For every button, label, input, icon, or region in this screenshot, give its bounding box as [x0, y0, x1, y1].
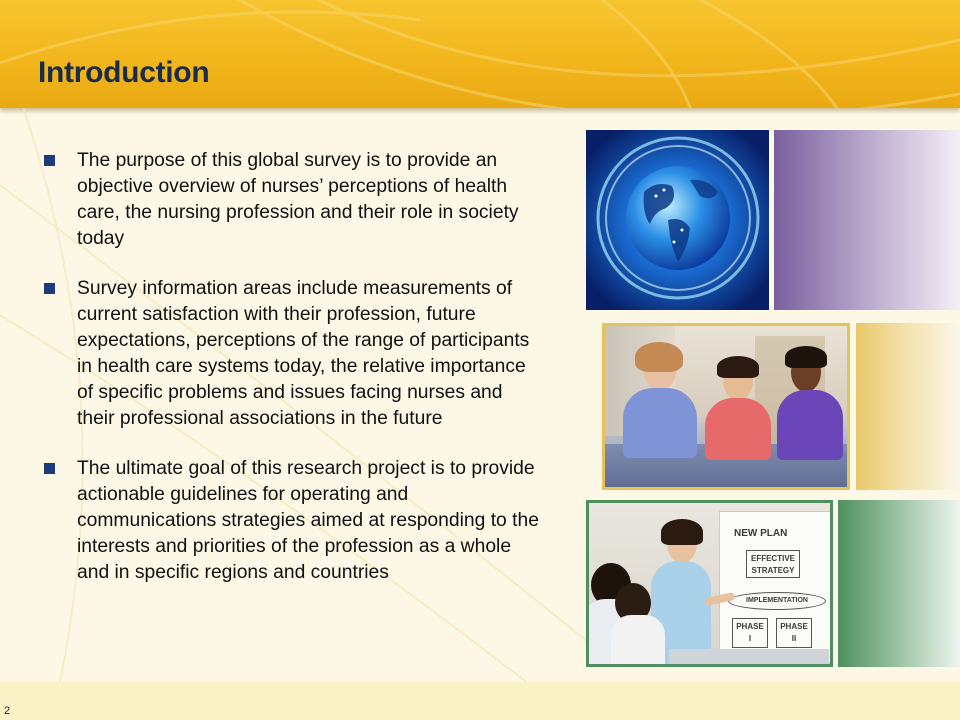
whiteboard-box-strategy-line2: STRATEGY [751, 566, 795, 575]
bullet-text: Survey information areas include measurements of current satisfaction with their profession, future expectations, perceptions of the range of participants in health care systems today, the relative importance of specific problems and issues facing nurses and their professional associations in the future [77, 278, 530, 429]
purple-gradient-strip [774, 130, 960, 310]
whiteboard-implementation: IMPLEMENTATION [728, 592, 826, 610]
whiteboard [719, 511, 833, 663]
bullet-item [44, 456, 544, 586]
bullet-text: The ultimate goal of this research project is to provide actionable guidelines for operating and communications strategies aimed at responding to the interests and priorities of the profession as a whole and in specific regions and countries [77, 458, 539, 583]
nurses-photo [602, 323, 850, 490]
whiteboard-phase-1 [732, 618, 768, 648]
square-bullet-icon [44, 463, 55, 474]
bullet-list [44, 148, 544, 610]
slide-title: Introduction [38, 56, 210, 89]
presentation-photo [586, 500, 833, 667]
square-bullet-icon [44, 155, 55, 166]
whiteboard-phase-2 [776, 618, 812, 648]
header-arcs-decoration [0, 0, 960, 108]
whiteboard-phase-2-label: PHASE [780, 622, 808, 631]
bullet-text: The purpose of this global survey is to provide an objective overview of nurses’ perceptions of health care, the nursing profession and their role in society today [77, 150, 519, 249]
whiteboard-phase-1-number: I [748, 634, 752, 643]
whiteboard-box-strategy [746, 550, 800, 578]
whiteboard-phase-2-number: II [791, 634, 797, 643]
page-number: 2 [4, 705, 11, 717]
whiteboard-box-strategy-line1: EFFECTIVE [750, 554, 795, 563]
bullet-item [44, 276, 544, 432]
whiteboard-heading: NEW PLAN [734, 528, 788, 539]
green-gradient-strip [838, 500, 960, 667]
title-band [0, 0, 960, 108]
globe-photo [586, 130, 769, 310]
square-bullet-icon [44, 283, 55, 294]
footer-band [0, 682, 960, 720]
gold-gradient-strip [856, 323, 960, 490]
bullet-item [44, 148, 544, 252]
whiteboard-phase-1-label: PHASE [736, 622, 764, 631]
